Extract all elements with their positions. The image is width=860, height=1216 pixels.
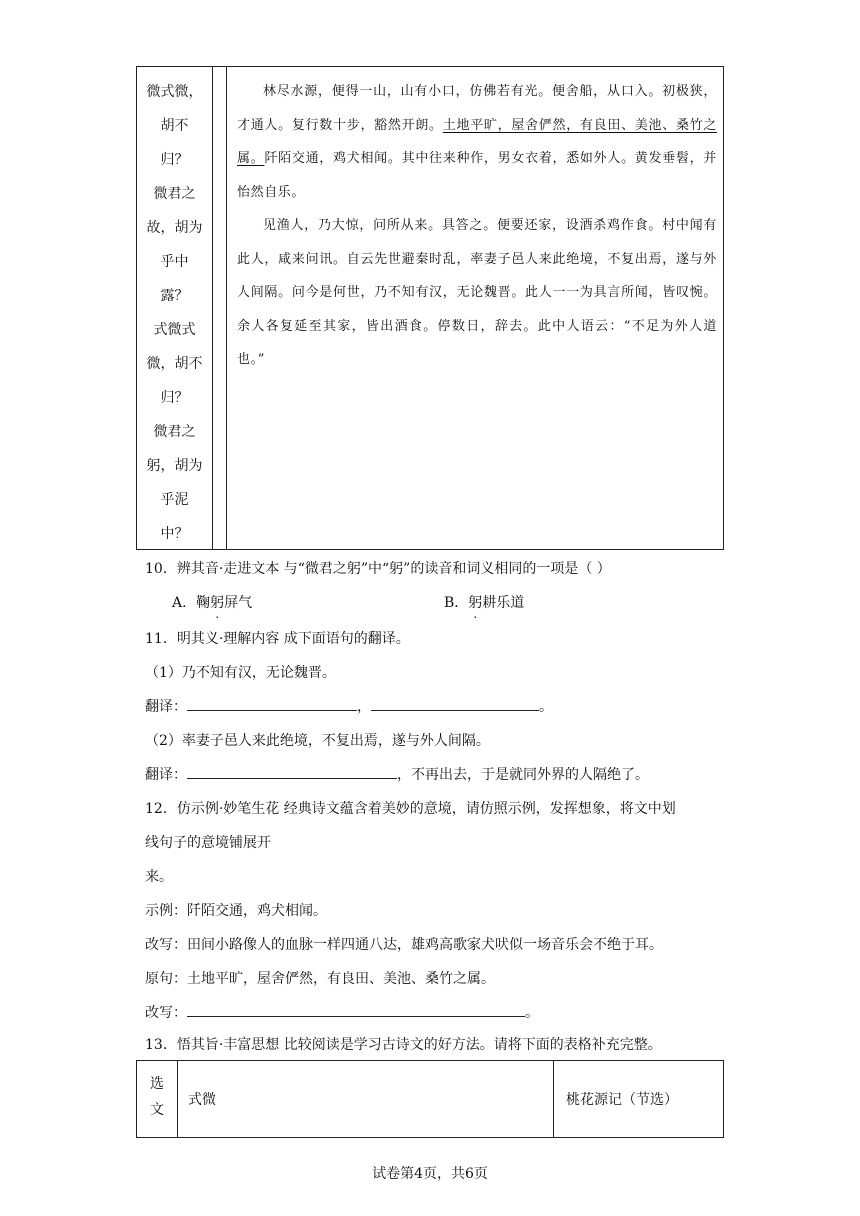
header-char: 文: [150, 1102, 164, 1118]
header-char: 选: [150, 1076, 164, 1092]
prose-column: [237, 75, 717, 377]
prose-text: 林尽水源，便得一山，山有小口，仿佛若有光。便舍船，从口入。初极狭，才通人。复行数十步，豁然开朗。: [237, 84, 717, 133]
passage-table: [136, 66, 724, 550]
rewrite-blank[interactable]: [187, 1002, 525, 1017]
poem-line: 乎中: [160, 254, 189, 270]
comma: ，: [357, 699, 371, 715]
answer-label: 翻译：: [145, 699, 187, 715]
poem-line: 露？: [160, 288, 189, 304]
period: 。: [525, 1005, 539, 1021]
table-header-label: [137, 1061, 178, 1137]
q10-stem: 10．辨其音·走进文本 与“微君之躬”中“躬”的读音和词义相同的一项是（ ）: [145, 561, 611, 577]
poem-line: 微君之: [153, 424, 196, 440]
page-footer: 试卷第4页，共6页: [372, 1166, 488, 1182]
q10-option-a[interactable]: [172, 592, 252, 612]
answer-label: 翻译：: [145, 767, 187, 783]
poem-line: 躬，胡为: [146, 458, 203, 474]
option-b-text: 耕乐道: [482, 595, 525, 611]
q12-example: 示例：阡陌交通，鸡犬相闻。: [145, 903, 327, 919]
q11-answer-2: [145, 764, 649, 784]
q12-stem-line-3: 来。: [145, 869, 173, 885]
option-a-label: A．鞠: [172, 595, 211, 611]
q10-option-b[interactable]: [444, 592, 524, 612]
poem-line: 中？: [160, 526, 189, 542]
poem-line: 故，胡为: [146, 220, 203, 236]
poem-column: [137, 67, 213, 549]
q11-sentence-2: （2）率妻子邑人来此绝境，不复出焉，遂与外人间隔。: [145, 733, 490, 749]
dotted-char: 躬: [468, 595, 483, 611]
rewrite-label: 改写：: [145, 1005, 187, 1021]
answer-blank-2[interactable]: [187, 764, 397, 779]
option-a-text: 屏气: [224, 595, 253, 611]
table-header-shiwei: 式微: [178, 1061, 554, 1137]
q11-stem: 11．明其义·理解内容 成下面语句的翻译。: [145, 631, 410, 647]
q12-original: 原句：土地平旷，屋舍俨然，有良田、美池、桑竹之属。: [145, 971, 495, 987]
q12-stem-line-2: 线句子的意境铺展开: [145, 835, 271, 851]
q12-stem-line-1: 12．仿示例·妙笔生花 经典诗文蕴含着美妙的意境，请仿照示例，发挥想象，将文中划: [145, 801, 676, 817]
poem-line: 归？: [160, 152, 189, 168]
poem-line: 微，胡不: [146, 356, 203, 372]
poem-line: 胡不: [160, 118, 189, 134]
spacer-column: [213, 67, 227, 549]
q11-sentence-1: （1）乃不知有汉，无论魏晋。: [145, 665, 336, 681]
prose-paragraph-2: 见渔人，乃大惊，问所从来。具答之。便要还家，设酒杀鸡作食。村中闻有此人，咸来问讯。自云先世避秦时乱，率妻子邑人来此绝境，不复出焉，遂与外人间隔。问今是何世，乃不知有汉，无论魏晋。此人一一为具言所闻，皆叹惋。余人各复延至其家，皆出酒食。停数日，辞去。此中人语云：“不足为外人道也。”: [237, 218, 717, 367]
q13-stem: 13．悟其旨·丰富思想 比较阅读是学习古诗文的好方法。请将下面的表格补充完整。: [145, 1037, 662, 1053]
poem-line: 式微式: [153, 322, 196, 338]
poem-lines: [137, 67, 212, 551]
prose-text: 阡陌交通，鸡犬相闻。其中往来种作，男女衣着，悉如外人。黄发垂髫，并怡然自乐。: [237, 151, 717, 200]
dotted-char: 躬: [210, 595, 225, 611]
q12-rewrite: [145, 1002, 539, 1022]
answer-blank-1a[interactable]: [187, 696, 357, 711]
poem-line: 微式微，: [146, 84, 203, 100]
q12-example-rewrite: 改写：田间小路像人的血脉一样四通八达，雄鸡高歌家犬吠似一场音乐会不绝于耳。: [145, 937, 663, 953]
poem-line: 微君之: [153, 186, 196, 202]
period: 。: [539, 699, 553, 715]
underlined-sentence: 土地平旷，屋舍俨然，有良田、美池、桑竹之属。: [237, 117, 717, 166]
prose-paragraph-1: [237, 75, 717, 209]
answer-given-text: ，不再出去，于是就同外界的人隔绝了。: [397, 767, 649, 783]
poem-line: 乎泥: [160, 492, 189, 508]
poem-line: 归？: [160, 390, 189, 406]
table-header-taohuayuanji: 桃花源记（节选）: [566, 1092, 678, 1108]
answer-blank-1b[interactable]: [371, 696, 539, 711]
comparison-table: [136, 1060, 724, 1138]
option-b-label: B．: [444, 595, 469, 611]
q11-answer-1: [145, 696, 553, 716]
